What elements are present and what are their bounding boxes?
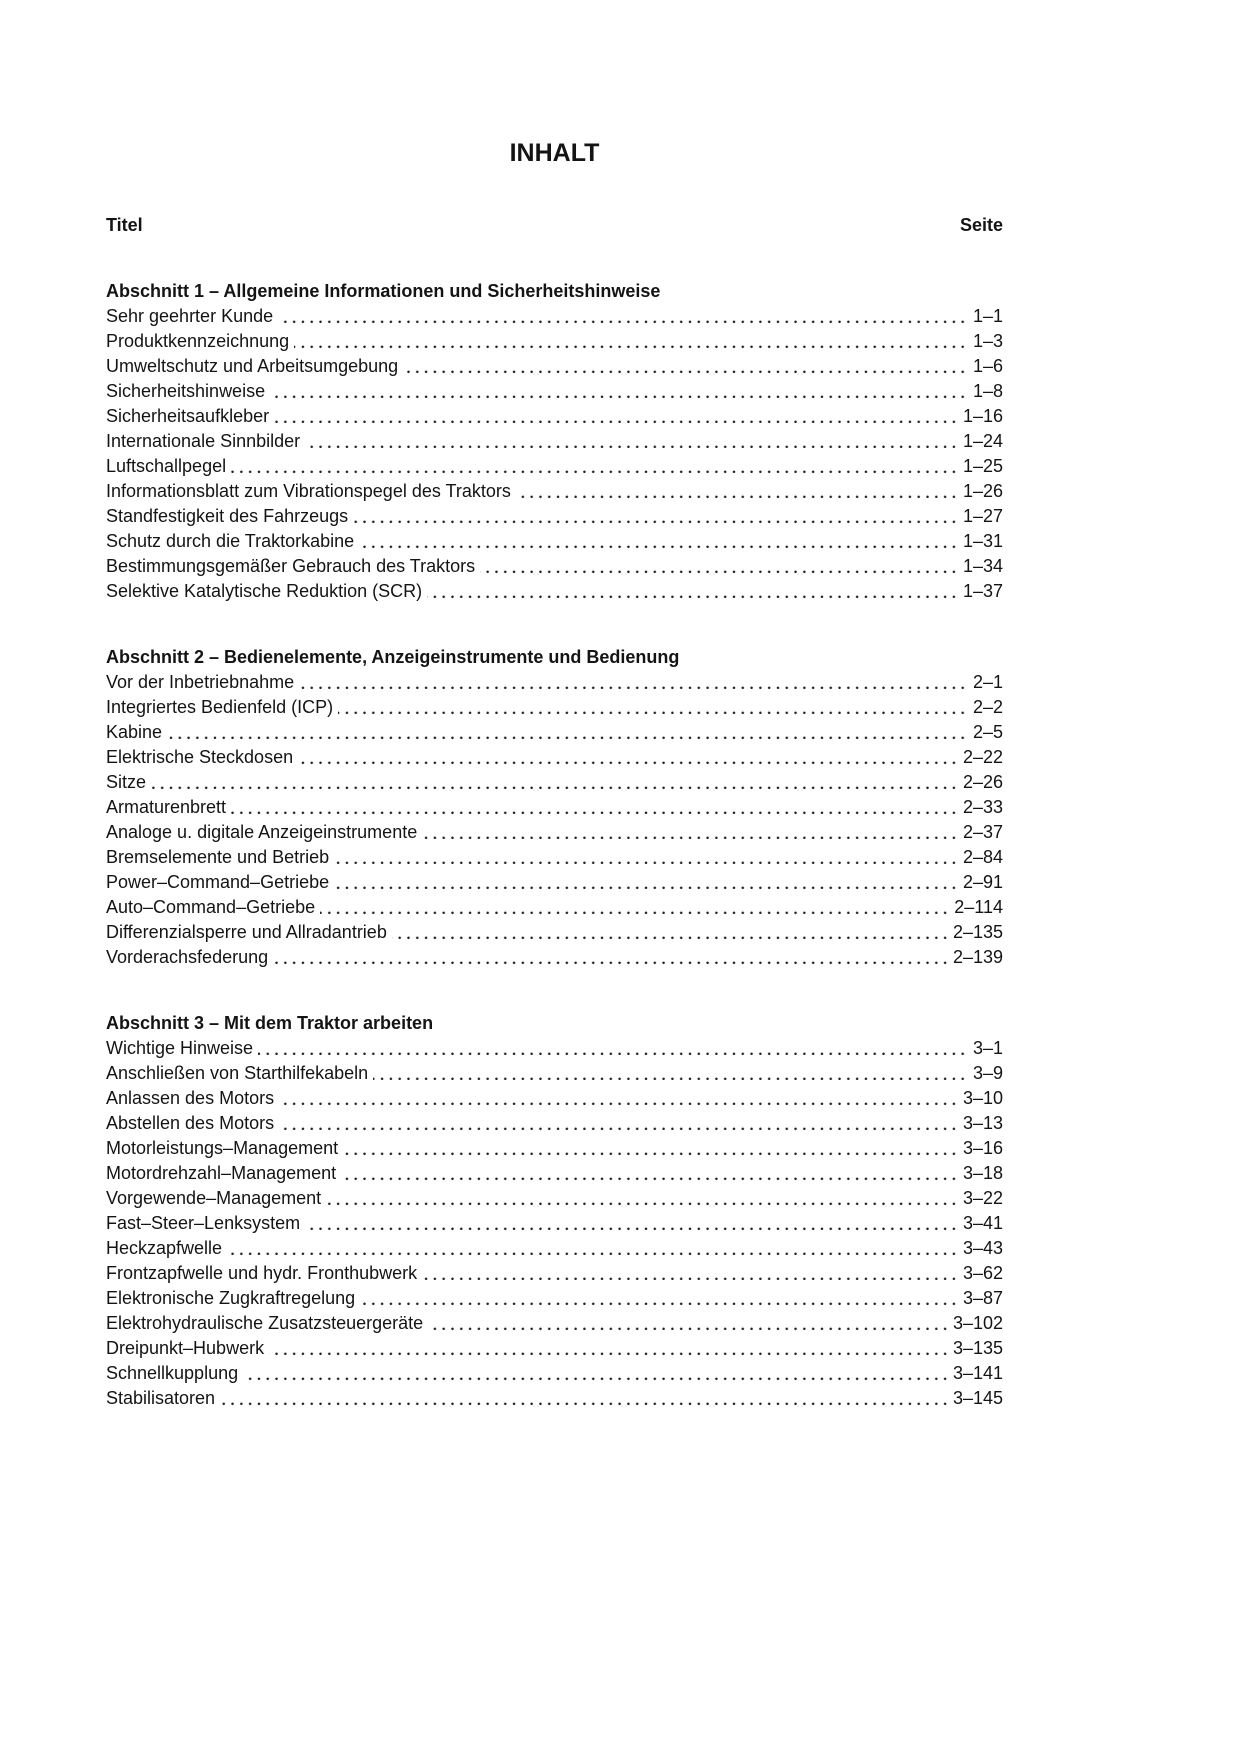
- toc-entry: [106, 670, 1003, 695]
- entry-title: Abstellen des Motors: [106, 1111, 279, 1136]
- entry-page-number: 1–6: [968, 354, 1003, 379]
- entry-title: Vor der Inbetriebnahme: [106, 670, 299, 695]
- entry-title: Bestimmungsgemäßer Gebrauch des Traktors: [106, 554, 480, 579]
- entry-title: Wichtige Hinweise: [106, 1036, 258, 1061]
- entry-title: Motorleistungs–Management: [106, 1136, 343, 1161]
- entry-page-number: 1–31: [958, 529, 1003, 554]
- entry-title: Kabine: [106, 720, 167, 745]
- entry-title: Bremselemente und Betrieb: [106, 845, 334, 870]
- toc-entry: [106, 354, 1003, 379]
- entry-title: Motordrehzahl–Management: [106, 1161, 341, 1186]
- toc-entry: [106, 554, 1003, 579]
- entry-title: Sitze: [106, 770, 151, 795]
- toc-entry: [106, 579, 1003, 604]
- toc-section: [106, 279, 1003, 604]
- entry-page-number: 3–16: [958, 1136, 1003, 1161]
- toc-entry: [106, 1386, 1003, 1411]
- toc-entry: [106, 770, 1003, 795]
- toc-entry: [106, 304, 1003, 329]
- entry-title: Selektive Katalytische Reduktion (SCR): [106, 579, 427, 604]
- entry-page-number: 2–139: [948, 945, 1003, 970]
- entry-page-number: 2–5: [968, 720, 1003, 745]
- entry-page-number: 1–3: [968, 329, 1003, 354]
- toc-entry: [106, 454, 1003, 479]
- entry-title: Differenzialsperre und Allradantrieb: [106, 920, 392, 945]
- entry-page-number: 1–24: [958, 429, 1003, 454]
- entry-title: Schutz durch die Traktorkabine: [106, 529, 359, 554]
- section-heading: Abschnitt 2 – Bedienelemente, Anzeigeinstrumente und Bedienung: [106, 647, 680, 667]
- entry-title: Luftschallpegel: [106, 454, 231, 479]
- section-heading: Abschnitt 1 – Allgemeine Informationen und Sicherheitshinweise: [106, 281, 661, 301]
- entry-page-number: 3–141: [948, 1361, 1003, 1386]
- toc-entry: [106, 920, 1003, 945]
- entry-page-number: 3–145: [948, 1386, 1003, 1411]
- entry-title: Armaturenbrett: [106, 795, 231, 820]
- entry-title: Internationale Sinnbilder: [106, 429, 305, 454]
- entry-title: Heckzapfwelle: [106, 1236, 227, 1261]
- toc-entry: [106, 404, 1003, 429]
- toc-section: [106, 1011, 1003, 1411]
- entry-title: Anlassen des Motors: [106, 1086, 279, 1111]
- column-header-page: Seite: [959, 215, 1003, 235]
- table-of-contents: [106, 138, 1003, 1411]
- column-header-title: Titel: [106, 215, 143, 235]
- toc-entry: [106, 695, 1003, 720]
- toc-section: [106, 645, 1003, 970]
- entry-title: Auto–Command–Getriebe: [106, 895, 320, 920]
- toc-entry: [106, 945, 1003, 970]
- toc-entry: [106, 820, 1003, 845]
- toc-entry: [106, 1311, 1003, 1336]
- entry-page-number: 1–1: [968, 304, 1003, 329]
- toc-entry: [106, 429, 1003, 454]
- entry-title: Schnellkupplung: [106, 1361, 243, 1386]
- entry-page-number: 3–13: [958, 1111, 1003, 1136]
- entry-title: Vorgewende–Management: [106, 1186, 326, 1211]
- entry-page-number: 2–26: [958, 770, 1003, 795]
- toc-entry: [106, 1236, 1003, 1261]
- entry-page-number: 3–41: [958, 1211, 1003, 1236]
- entry-page-number: 2–37: [958, 820, 1003, 845]
- entry-page-number: 2–84: [958, 845, 1003, 870]
- entry-title: Sehr geehrter Kunde: [106, 304, 278, 329]
- entry-page-number: 3–135: [948, 1336, 1003, 1361]
- entry-page-number: 2–2: [968, 695, 1003, 720]
- entry-page-number: 2–91: [958, 870, 1003, 895]
- entry-page-number: 1–34: [958, 554, 1003, 579]
- toc-entry: [106, 1061, 1003, 1086]
- entry-title: Frontzapfwelle und hydr. Fronthubwerk: [106, 1261, 422, 1286]
- entry-title: Produktkennzeichnung: [106, 329, 294, 354]
- toc-entry: [106, 504, 1003, 529]
- entry-page-number: 3–102: [948, 1311, 1003, 1336]
- entry-page-number: 1–25: [958, 454, 1003, 479]
- entry-page-number: 1–37: [958, 579, 1003, 604]
- entry-page-number: 1–8: [968, 379, 1003, 404]
- toc-entry: [106, 379, 1003, 404]
- toc-entry: [106, 1286, 1003, 1311]
- toc-entry: [106, 795, 1003, 820]
- entry-page-number: 3–43: [958, 1236, 1003, 1261]
- toc-entry: [106, 895, 1003, 920]
- entry-title: Standfestigkeit des Fahrzeugs: [106, 504, 353, 529]
- entry-title: Integriertes Bedienfeld (ICP): [106, 695, 338, 720]
- entry-page-number: 2–33: [958, 795, 1003, 820]
- column-header-row: [106, 213, 1003, 238]
- section-heading: Abschnitt 3 – Mit dem Traktor arbeiten: [106, 1013, 434, 1033]
- toc-entry: [106, 1211, 1003, 1236]
- toc-entry: [106, 870, 1003, 895]
- toc-entry: [106, 529, 1003, 554]
- entry-page-number: 2–22: [958, 745, 1003, 770]
- entry-title: Sicherheitsaufkleber: [106, 404, 274, 429]
- entry-page-number: 3–87: [958, 1286, 1003, 1311]
- entry-page-number: 3–1: [968, 1036, 1003, 1061]
- toc-entry: [106, 1336, 1003, 1361]
- entry-page-number: 2–1: [968, 670, 1003, 695]
- entry-title: Elektronische Zugkraftregelung: [106, 1286, 360, 1311]
- toc-entry: [106, 479, 1003, 504]
- entry-page-number: 1–26: [958, 479, 1003, 504]
- entry-title: Fast–Steer–Lenksystem: [106, 1211, 305, 1236]
- entry-page-number: 3–62: [958, 1261, 1003, 1286]
- toc-entry: [106, 1161, 1003, 1186]
- toc-entry: [106, 845, 1003, 870]
- entry-title: Power–Command–Getriebe: [106, 870, 334, 895]
- entry-page-number: 2–114: [949, 895, 1003, 920]
- entry-page-number: 1–27: [958, 504, 1003, 529]
- entry-title: Stabilisatoren: [106, 1386, 220, 1411]
- toc-entry: [106, 1186, 1003, 1211]
- entry-page-number: 3–22: [958, 1186, 1003, 1211]
- toc-entry: [106, 1261, 1003, 1286]
- entry-title: Dreipunkt–Hubwerk: [106, 1336, 269, 1361]
- toc-entry: [106, 1361, 1003, 1386]
- entry-page-number: 1–16: [958, 404, 1003, 429]
- entry-page-number: 3–9: [968, 1061, 1003, 1086]
- page-title: INHALT: [509, 139, 600, 167]
- entry-page-number: 2–135: [948, 920, 1003, 945]
- entry-page-number: 3–10: [958, 1086, 1003, 1111]
- toc-entry: [106, 1036, 1003, 1061]
- entry-title: Elektrohydraulische Zusatzsteuergeräte: [106, 1311, 428, 1336]
- entry-title: Elektrische Steckdosen: [106, 745, 298, 770]
- toc-entry: [106, 329, 1003, 354]
- toc-entry: [106, 1111, 1003, 1136]
- entry-title: Analoge u. digitale Anzeigeinstrumente: [106, 820, 422, 845]
- entry-title: Sicherheitshinweise: [106, 379, 270, 404]
- entry-page-number: 3–18: [958, 1161, 1003, 1186]
- entry-title: Informationsblatt zum Vibrationspegel des Traktors: [106, 479, 516, 504]
- toc-entry: [106, 1086, 1003, 1111]
- entry-title: Anschließen von Starthilfekabeln: [106, 1061, 373, 1086]
- toc-entry: [106, 745, 1003, 770]
- entry-title: Vorderachsfederung: [106, 945, 273, 970]
- toc-entry: [106, 1136, 1003, 1161]
- toc-entry: [106, 720, 1003, 745]
- entry-title: Umweltschutz und Arbeitsumgebung: [106, 354, 403, 379]
